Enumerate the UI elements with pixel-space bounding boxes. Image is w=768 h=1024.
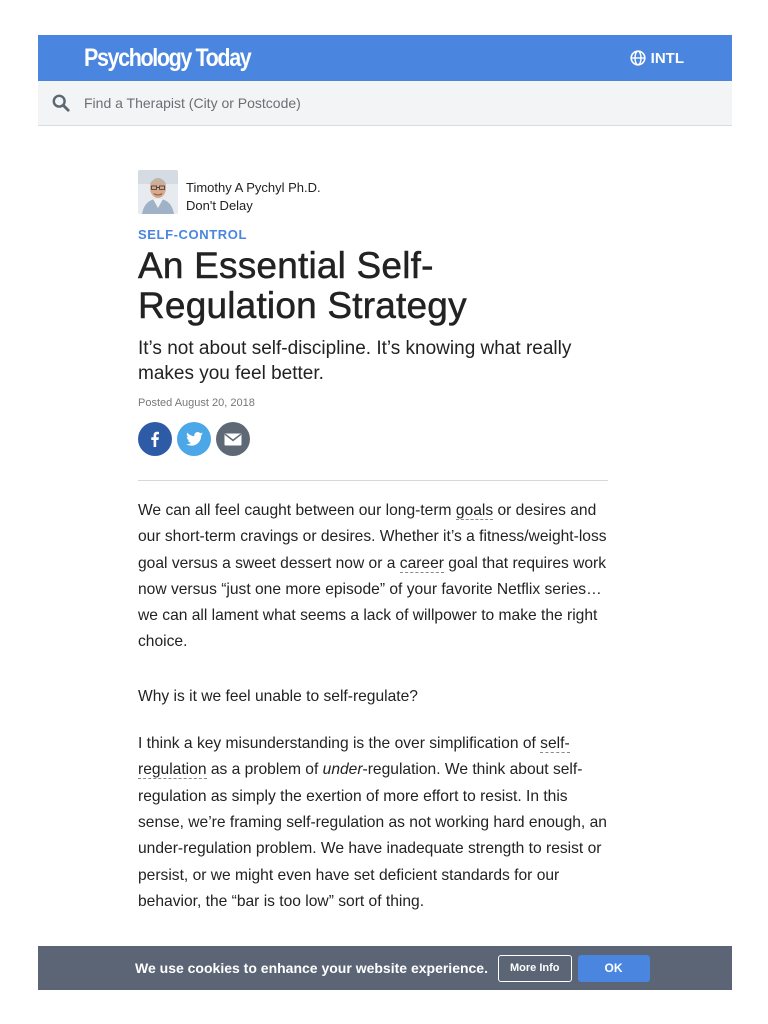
share-email-button[interactable] [216,422,250,456]
article-body [138,498,608,915]
article-title: An Essential Self-Regulation Strategy [138,245,467,326]
cookie-message: We use cookies to enhance your website experience. [135,960,488,976]
p1-text-b: or desires and our short-term cravings or desires. Whether it’s a fitness/weight-loss goal versus a sweet dessert now or a [138,502,607,572]
psychology-today-logo[interactable]: Psychology Today [84,43,251,72]
paragraph-2: Why is it we feel unable to self-regulate? [138,687,418,705]
author-info [186,179,321,215]
share-twitter-button[interactable] [177,422,211,456]
article-subtitle: It’s not about self-discipline. It’s knowing what really makes you feel better. [138,338,572,384]
posted-date: Posted August 20, 2018 [138,397,255,409]
p3-emphasis: under [322,761,363,779]
p3-text-c: -regulation. We think about self-regulation as simply the exertion of more effort to resist. In this sense, we’re framing self-regulation as not working hard enough, an under-regulation problem. We have inadequate strength to resist or persist, or we might even have set deficient standards for our behavior, the “bar is too low” sort of thing. [138,761,607,910]
p3-text-b: as a problem of [206,761,323,779]
page-frame [38,35,732,126]
top-navigation-bar [38,35,732,81]
intl-label: INTL [650,49,684,67]
share-facebook-button[interactable] [138,422,172,456]
email-icon [224,433,242,446]
paragraph-1 [138,498,608,656]
search-icon[interactable] [52,94,70,112]
goals-link[interactable]: goals [455,502,494,519]
author-byline [138,170,608,215]
author-avatar[interactable] [138,170,178,214]
share-buttons [138,422,608,456]
career-link[interactable]: career [399,554,444,572]
more-info-button[interactable]: More Info [498,955,572,982]
twitter-icon [186,432,203,446]
paragraph-3 [138,731,608,915]
p1-text-c: goal that requires work now versus “just one more episode” of your favorite Netflix series…we can all lament what seems a lack of willpower to make the right choice. [138,554,607,651]
p3-text-a: I think a key misunderstanding is the over simplification of [138,735,541,753]
author-name-link[interactable]: Timothy A Pychyl Ph.D. [186,180,321,195]
p1-text-a: We can all feel caught between our long-term [138,502,456,519]
cookie-consent-bar [38,946,732,990]
facebook-icon [147,431,163,447]
intl-button[interactable] [630,50,684,67]
therapist-search-input[interactable] [82,94,642,112]
cookie-ok-button[interactable]: OK [578,955,650,982]
category-link[interactable]: SELF-CONTROL [138,227,248,242]
header-divider [138,480,608,481]
self-regulation-link[interactable]: self-regulation [138,735,570,779]
therapist-search-bar [38,81,732,126]
globe-icon [630,50,646,66]
blog-name-link[interactable]: Don't Delay [186,198,253,213]
article [138,170,608,943]
